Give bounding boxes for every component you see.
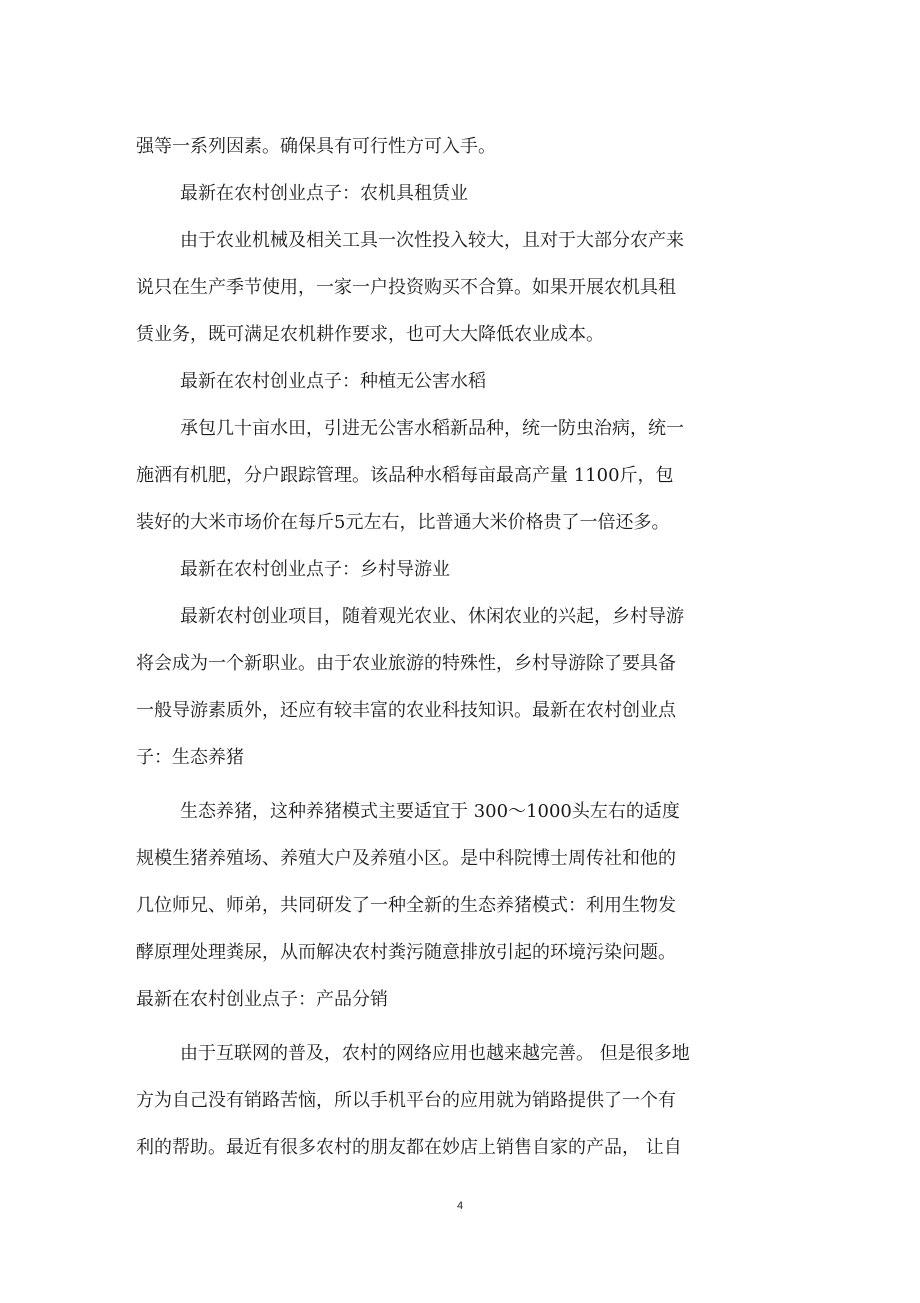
body-text-line: 最新农村创业项目，随着观光农业、休闲农业的兴起，乡村导游: [180, 606, 684, 627]
body-text-line: 装好的大米市场价在每斤5元左右，比普通大米价格贵了一倍还多。: [136, 512, 670, 533]
body-text-line: 由于农业机械及相关工具一次性投入较大，且对于大部分农产来: [180, 230, 684, 251]
body-text-line: 酵原理处理粪尿，从而解决农村粪污随意排放引起的环境污染问题。: [136, 942, 676, 963]
body-text-line: 赁业务，既可满足农机耕作要求，也可大大降低农业成本。: [136, 324, 604, 345]
body-text-line: 说只在生产季节使用，一家一户投资购买不合算。如果开展农机具租: [136, 277, 676, 298]
body-text-line: 方为自己没有销路苦恼，所以手机平台的应用就为销路提供了一个有: [136, 1090, 676, 1111]
section-heading: 最新在农村创业点子：乡村导游业: [180, 559, 450, 580]
section-heading: 最新在农村创业点子：产品分销: [136, 989, 388, 1010]
body-text-line: 利的帮助。最近有很多农村的朋友都在妙店上销售自家的产品， 让自: [136, 1137, 682, 1158]
body-text-line: 施洒有机肥，分户跟踪管理。该品种水稻每亩最高产量 1100斤，包: [136, 465, 674, 486]
page-number: 4: [456, 1200, 464, 1212]
body-text-line: 将会成为一个新职业。由于农业旅游的特殊性，乡村导游除了要具备: [136, 653, 676, 674]
section-heading: 子：生态养猪: [136, 747, 244, 768]
body-text-line: 强等一系列因素。确保具有可行性方可入手。: [136, 136, 496, 157]
body-text-line: 承包几十亩水田，引进无公害水稻新品种，统一防虫治病，统一: [180, 418, 684, 439]
body-text-line: 一般导游素质外，还应有较丰富的农业科技知识。最新在农村创业点: [136, 700, 676, 721]
body-text-line: 由于互联网的普及，农村的网络应用也越来越完善。 但是很多地: [180, 1043, 690, 1064]
body-text-line: 规模生猪养殖场、养殖大户及养殖小区。是中科院博士周传社和他的: [136, 848, 676, 869]
body-text-line: 生态养猪，这种养猪模式主要适宜于 300～1000头左右的适度: [180, 801, 680, 822]
section-heading: 最新在农村创业点子：农机具租赁业: [180, 183, 468, 204]
body-text-line: 几位师兄、师弟，共同研发了一种全新的生态养猪模式：利用生物发: [136, 895, 676, 916]
section-heading: 最新在农村创业点子：种植无公害水稻: [180, 371, 486, 392]
